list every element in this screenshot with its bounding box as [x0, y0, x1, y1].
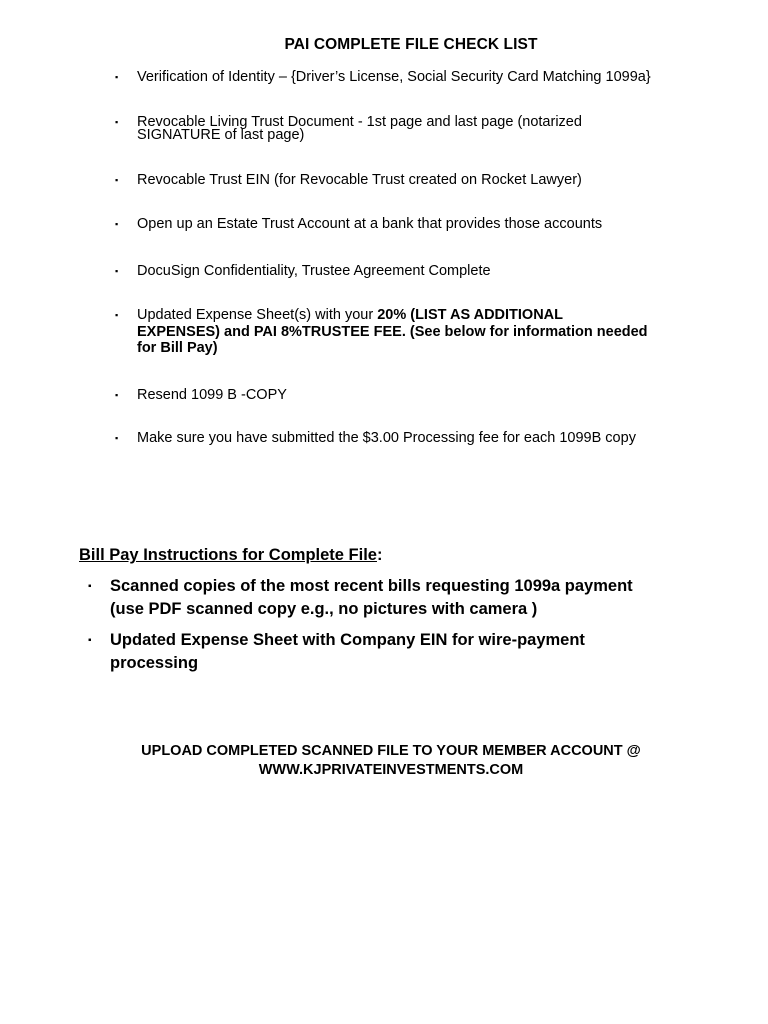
- checklist-item-docusign: [115, 263, 697, 280]
- checklist-item-text-prefix: Updated Expense Sheet(s) with your: [137, 307, 378, 323]
- document-title: PAI COMPLETE FILE CHECK LIST: [284, 36, 538, 53]
- bill-pay-heading-text: Bill Pay Instructions for Complete File: [79, 546, 377, 564]
- bill-pay-item-scanned-copies: [88, 575, 710, 621]
- checklist-item-text: Open up an Estate Trust Account at a bank that provides those accounts: [137, 216, 603, 232]
- bullet-icon: ▪: [115, 390, 119, 400]
- bill-pay-heading-colon: :: [376, 546, 383, 564]
- checklist-item-text-bold: EXPENSES) and PAI 8%TRUSTEE FEE. (See below for information needed: [137, 323, 648, 340]
- upload-notice-line1: UPLOAD COMPLETED SCANNED FILE TO YOUR MEMBER ACCOUNT @: [141, 743, 641, 759]
- checklist-item-text: Make sure you have submitted the $3.00 Processing fee for each 1099B copy: [137, 430, 636, 446]
- bill-pay-item-line1: Scanned copies of the most recent bills requesting 1099a payment: [110, 577, 633, 595]
- bullet-icon: ▪: [115, 175, 119, 185]
- checklist-item-text: Revocable Living Trust Document - 1st page and last page (notarized: [137, 114, 582, 130]
- checklist-item-resend-1099b: [115, 387, 697, 404]
- checklist-item-text: DocuSign Confidentiality, Trustee Agreement Complete: [137, 263, 491, 279]
- checklist-item-text-line2: SIGNATURE of last page): [137, 127, 305, 143]
- checklist-item-text-bold: for Bill Pay): [137, 340, 218, 356]
- bill-pay-item-line2: processing: [110, 654, 199, 672]
- bullet-icon: ▪: [88, 635, 92, 646]
- checklist-item-text: Revocable Trust EIN (for Revocable Trust created on Rocket Lawyer): [137, 172, 582, 188]
- bullet-icon: ▪: [115, 219, 119, 229]
- checklist-item-text: Verification of Identity – {Driver’s License, Social Security Card Matching 1099a}: [137, 69, 651, 85]
- checklist-item-processing-fee: [115, 430, 697, 447]
- upload-notice-url: WWW.KJPRIVATEINVESTMENTS.COM: [258, 762, 524, 778]
- checklist-item-identity: [115, 69, 697, 86]
- upload-notice: [0, 742, 768, 780]
- bill-pay-item-expense-sheet: [88, 629, 710, 675]
- checklist-item-expense-sheet: [115, 307, 697, 357]
- bill-pay-item-line1: Updated Expense Sheet with Company EIN for wire-payment: [110, 631, 585, 649]
- bill-pay-heading: [79, 546, 382, 565]
- bullet-icon: ▪: [115, 117, 119, 127]
- bullet-icon: ▪: [88, 581, 92, 592]
- checklist-item-trust-ein: [115, 172, 697, 189]
- bill-pay-item-line2: (use PDF scanned copy e.g., no pictures with camera ): [110, 600, 538, 618]
- checklist-item-estate-account: [115, 216, 697, 233]
- bullet-icon: ▪: [115, 310, 119, 320]
- checklist-item-trust-document: [115, 114, 697, 143]
- bullet-icon: ▪: [115, 72, 119, 82]
- checklist-item-text-bold: 20% (LIST AS ADDITIONAL: [377, 307, 564, 323]
- bullet-icon: ▪: [115, 266, 119, 276]
- bullet-icon: ▪: [115, 433, 119, 443]
- checklist-item-text: Resend 1099 B -COPY: [137, 387, 287, 403]
